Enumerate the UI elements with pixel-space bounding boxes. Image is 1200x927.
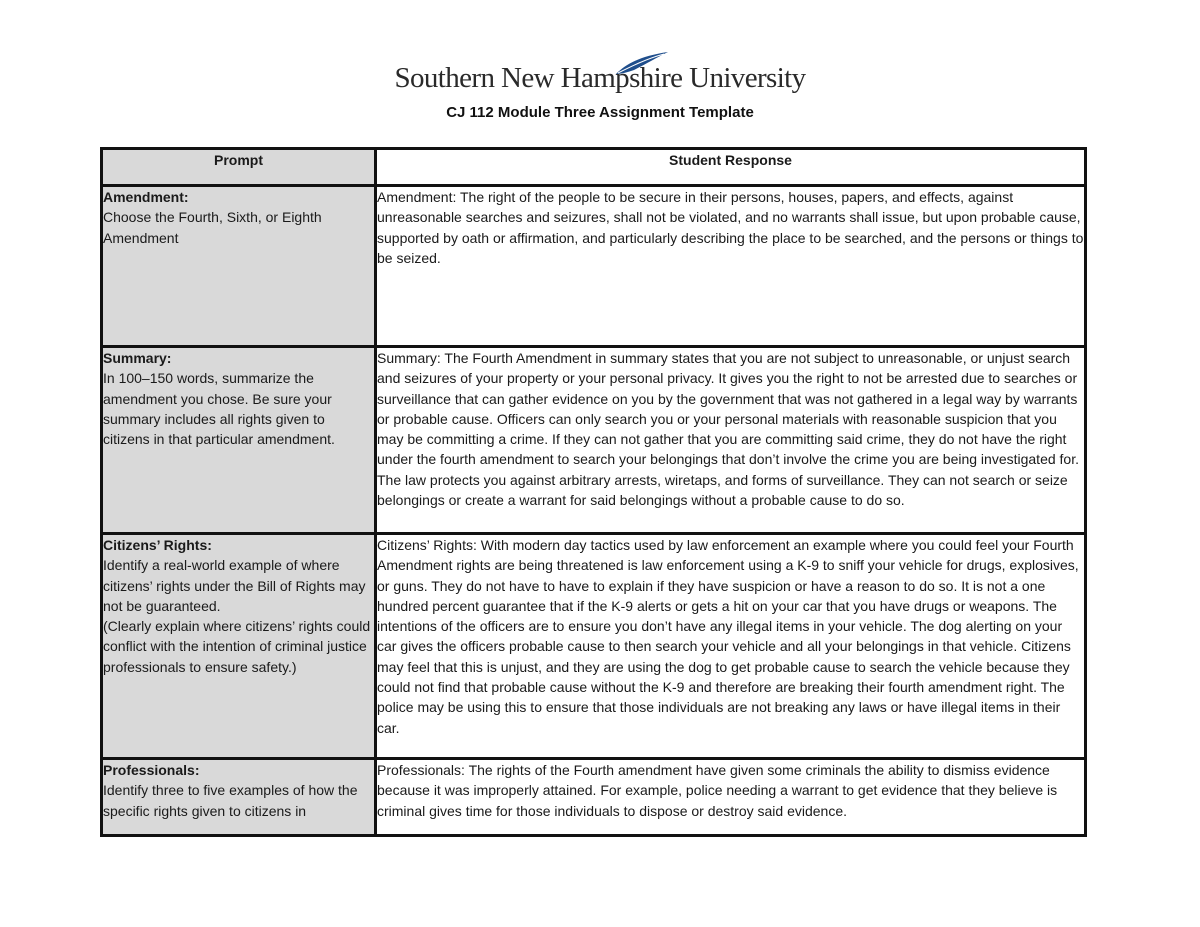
prompt-title: Summary:	[103, 350, 172, 366]
prompt-cell-amendment	[102, 186, 376, 347]
response-text: Citizens’ Rights: With modern day tactics used by law enforcement an example where you could feel your Fourth Amendment rights are being threatened is law enforcement using a K-9 to sniff your vehicle for drugs, explosives, or guns. They do not have to have to explain if they have suspicion or have a reason to do so. It is not a one hundred percent guarantee that if the K-9 alerts or gets a hit on your car that you have drugs or weapons. The intentions of the officers are to ensure you don’t have any illegal items in your vehicle. The dog alerting on your car gives the officers probable cause to then search your vehicle and all your belongings in that vehicle. Citizens may feel that this is unjust, and they are using the dog to get probable cause to search the vehicle because they could not find that probable cause without the K-9 and therefore are breaking their fourth amendment right. The police may be using this to ensure that those individuals are not breaking any laws or have illegal items in their car.	[377, 537, 1079, 736]
assignment-table	[100, 147, 1087, 837]
table-header-row	[102, 149, 1086, 186]
response-text: Professionals: The rights of the Fourth amendment have given some criminals the ability to dismiss evidence because it was improperly attained. For example, police needing a warrant to get evidence that they believe is criminal gives time for those individuals to dispose or destroy said evidence.	[377, 762, 1058, 819]
prompt-title: Citizens’ Rights:	[103, 537, 212, 553]
table-row	[102, 186, 1086, 347]
prompt-title: Professionals:	[103, 762, 200, 778]
feather-icon	[612, 50, 670, 76]
prompt-cell-citizens-rights	[102, 534, 376, 759]
response-text: Amendment: The right of the people to be secure in their persons, houses, papers, and effects, against unreasonable searches and seizures, shall not be violated, and no warrants shall issue, but upon probable cause, supported by oath or affirmation, and particularly describing the place to be searched, and the persons or things to be seized.	[377, 189, 1084, 266]
column-header-response: Student Response	[376, 149, 1086, 186]
university-logo	[394, 58, 805, 98]
column-header-prompt: Prompt	[102, 149, 376, 186]
prompt-body: Identify a real-world example of where citizens’ rights under the Bill of Rights may not be guaranteed.	[103, 557, 366, 614]
prompt-title: Amendment:	[103, 189, 189, 205]
table-row	[102, 534, 1086, 759]
response-text: Summary: The Fourth Amendment in summary states that you are not subject to unreasonable, or unjust search and seizures of your property or your personal privacy. It gives you the right to not be arrested due to searches or surveillance that can gather evidence on you by the government that was not gathered in a legal way by warrants or probable cause. Officers can only search you or your personal materials with reasonable suspicion that you may be committing a crime. If they can not gather that you are committing said crime, they do not have the right under the fourth amendment to search your belongings that don’t involve the crime you are being investigated for. The law protects you against arbitrary arrests, wiretaps, and forms of surveillance. They can not search or seize belongings or create a warrant for said belongings without a probable cause to do so.	[377, 350, 1079, 509]
prompt-body: Choose the Fourth, Sixth, or Eighth Amendment	[103, 209, 322, 246]
response-cell-professionals	[376, 759, 1086, 836]
response-cell-citizens-rights	[376, 534, 1086, 759]
table-row	[102, 759, 1086, 836]
table-row	[102, 347, 1086, 534]
document-header	[0, 58, 1200, 121]
prompt-body: In 100–150 words, summarize the amendment you chose. Be sure your summary includes all rights given to citizens in that particular amendment.	[103, 370, 335, 448]
document-title: CJ 112 Module Three Assignment Template	[446, 104, 754, 121]
response-cell-summary	[376, 347, 1086, 534]
prompt-body: Identify three to five examples of how the specific rights given to citizens in	[103, 782, 358, 819]
response-cell-amendment	[376, 186, 1086, 347]
university-name: Southern New Hampshire University	[394, 62, 806, 94]
prompt-cell-summary	[102, 347, 376, 534]
prompt-extra: (Clearly explain where citizens’ rights could conflict with the intention of criminal justice professionals to ensure safety.)	[103, 618, 371, 675]
prompt-cell-professionals	[102, 759, 376, 836]
